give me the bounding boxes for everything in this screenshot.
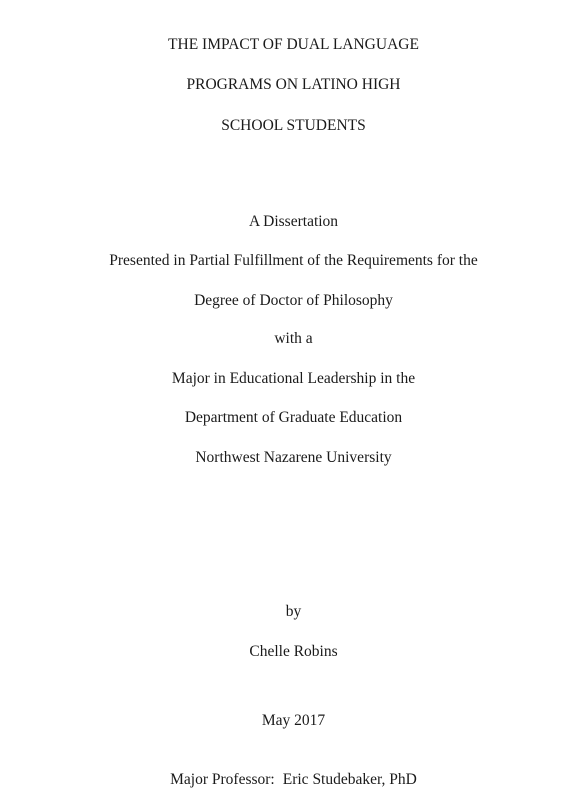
title-line-3: SCHOOL STUDENTS (221, 117, 366, 134)
major-professor-name: Eric Studebaker, PhD (282, 771, 417, 788)
statement-line-university: Northwest Nazarene University (195, 449, 392, 466)
statement-line-major: Major in Educational Leadership in the (171, 370, 416, 387)
title-line-2: PROGRAMS ON LATINO HIGH (186, 76, 401, 93)
major-professor-line (0, 771, 587, 789)
title-line-1: THE IMPACT OF DUAL LANGUAGE (168, 36, 419, 53)
statement-line-presented: Presented in Partial Fulfillment of the Requirements for the (109, 252, 478, 269)
statement-line-with: with a (274, 330, 313, 347)
statement-line-department: Department of Graduate Education (184, 409, 403, 426)
document-type: A Dissertation (248, 213, 339, 230)
major-professor-label: Major Professor: (170, 771, 275, 788)
author-name: Chelle Robins (249, 643, 338, 660)
statement-line-degree: Degree of Doctor of Philosophy (194, 292, 393, 309)
submission-date: May 2017 (261, 712, 326, 729)
by-label: by (285, 603, 302, 620)
